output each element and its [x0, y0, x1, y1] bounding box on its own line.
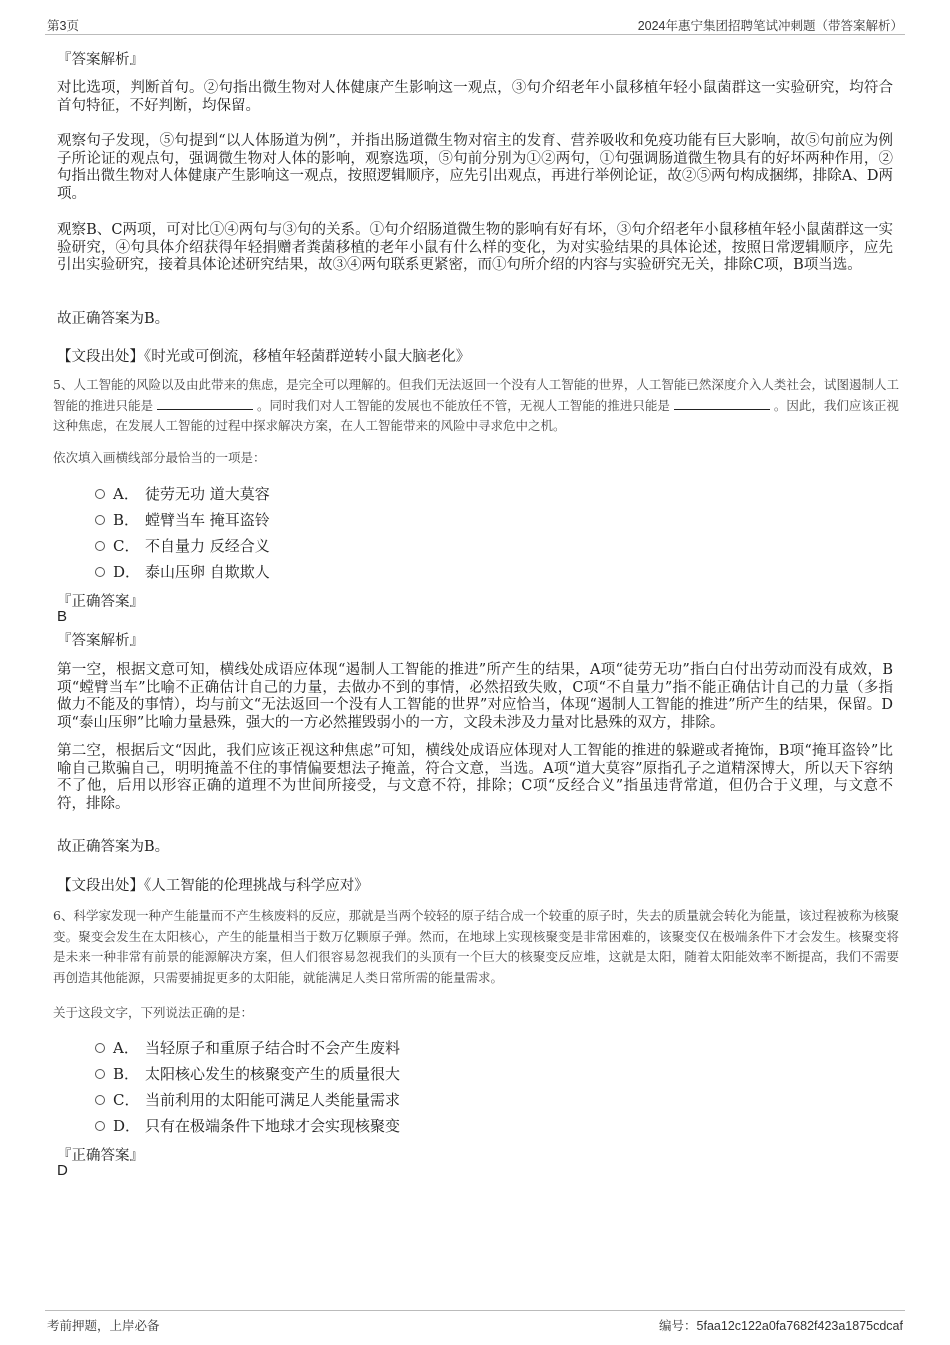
analysis-paragraph: 观察B、C两项，可对比①④两句与③句的关系。①句介绍肠道微生物的影响有好有坏，③句介绍老年小鼠移植年轻小鼠菌群这一实验研究，④句具体介绍获得年轻捐赠者粪菌移植的老年小鼠有什么样的变化，为对实验结果的具体论述，按照日常逻辑顺序，应先引出实验研究，接着具体论述研究结果，故③④两句联系更紧密，而①句所介绍的内容与实验研究无关，排除C项，B项当选。 [57, 222, 893, 273]
analysis-paragraph: 观察句子发现，⑤句提到“以人体肠道为例”，并指出肠道微生物对宿主的发育、营养吸收和免疫功能有巨大影响，故⑤句前应为例子所论证的观点句，强调微生物对人体的影响，观察选项，⑤句前分别为①②两句，①句强调肠道微生物具有的好坏两种作用，②句指出微生物对人体健康产生影响这一观点，按照逻辑顺序，应先引出观点，再进行举例论证，故②⑤两句构成捆绑，排除A、D两项。 [57, 133, 893, 202]
question-6-stem: 6、科学家发现一种产生能量而不产生核废料的反应，那就是当两个较轻的原子结合成一个较重的原子时，失去的质量就会转化为能量，该过程被称为核聚变。聚变会发生在太阳核心，产生的能量相当于数万亿颗原子弹。然而，在地球上实现核聚变是非常困难的，该聚变仅在极端条件下才会发生。核聚变将是未来一种非常有前景的能源解决方案，但人们很容易忽视我们的头顶有一个巨大的核聚变反应堆，这就是太阳，随着太阳能效率不断提高，我们不需要再创造其他能源，只需要捕捉更多的太阳能，就能满足人类日常所需的能量需求。 [53, 908, 899, 985]
analysis-conclusion: 故正确答案为B。 [57, 839, 170, 855]
radio-icon[interactable] [95, 489, 105, 499]
radio-icon[interactable] [95, 1121, 105, 1131]
correct-answer: D [57, 1162, 68, 1179]
question-instruction: 关于这段文字，下列说法正确的是： [53, 1005, 254, 1020]
page-header [45, 12, 905, 35]
radio-icon[interactable] [95, 541, 105, 551]
fill-blank [157, 397, 253, 410]
analysis-label: 『答案解析』 [57, 633, 144, 649]
analysis-label: 『答案解析』 [57, 52, 144, 68]
analysis-paragraph: 第一空，根据文意可知，横线处成语应体现“遏制人工智能的推进”所产生的结果，A项“徒劳无功”指白白付出劳动而没有成效，B项“螳臂当车”比喻不正确估计自己的力量，去做办不到的事情，必然招致失败，C项“不自量力”指不能正确估计自己的力量（多指做力不能及的事情），均与前文“无法返回一个没有人工智能的世界”对应恰当，体现“遏制人工智能的推进”所产生的结果，保留。D项“泰山压卵”比喻力量悬殊，强大的一方必然摧毁弱小的一方，文段未涉及力量对比悬殊的双方，排除。 [57, 662, 893, 731]
analysis-paragraph: 第二空，根据后文“因此，我们应该正视这种焦虑”可知，横线处成语应体现对人工智能的推进的躲避或者掩饰，B项“掩耳盗铃”比喻自己欺骗自己，明明掩盖不住的事情偏要想法子掩盖，符合文意，当选。A项“道大莫容”原指孔子之道精深博大，所以天下容纳不了他，后用以形容正确的道理不为世间所接受，与文意不符，排除；C项“反经合义”指虽违背常道，但仍合于义理，与文意不符，排除。 [57, 743, 893, 812]
source-citation: 【文段出处】《时光或可倒流，移植年轻菌群逆转小鼠大脑老化》 [57, 349, 471, 365]
page-footer [45, 1310, 905, 1335]
radio-icon[interactable] [95, 515, 105, 525]
analysis-conclusion: 故正确答案为B。 [57, 311, 170, 327]
page-number: 第3页 [47, 19, 79, 33]
question-instruction: 依次填入画横线部分最恰当的一项是： [53, 450, 266, 465]
analysis-paragraph: 对比选项，判断首句。②句指出微生物对人体健康产生影响这一观点，③句介绍老年小鼠移植年轻小鼠菌群这一实验研究，均符合首句特征，不好判断，均保留。 [57, 80, 893, 114]
fill-blank [674, 397, 770, 410]
radio-icon[interactable] [95, 1043, 105, 1053]
question-5-stem: 5、人工智能的风险以及由此带来的焦虑，是完全可以理解的。但我们无法返回一个没有人工智能的世界，人工智能已然深度介入人类社会，试图遏制人工智能的推进只能是 。同时我们对人工智能的发展也不能放任不管，无视人工智能的推进只能是 。因此，我们应该正视这种焦虑，在发展人工智能的过程中探求解决方案，在人工智能带来的风险中寻求危中之机。 [53, 377, 899, 433]
footer-slogan: 考前押题，上岸必备 [47, 1319, 160, 1333]
source-citation: 【文段出处】《人工智能的伦理挑战与科学应对》 [57, 878, 369, 894]
document-id: 编号：5faa12c122a0fa7682f423a1875cdcaf [659, 1319, 903, 1333]
radio-icon[interactable] [95, 567, 105, 577]
answer-label: 『正确答案』 [57, 594, 144, 610]
radio-icon[interactable] [95, 1095, 105, 1105]
answer-label: 『正确答案』 [57, 1148, 144, 1164]
radio-icon[interactable] [95, 1069, 105, 1079]
document-title: 2024年惠宁集团招聘笔试冲刺题（带答案解析） [637, 19, 903, 33]
correct-answer: B [57, 608, 68, 625]
